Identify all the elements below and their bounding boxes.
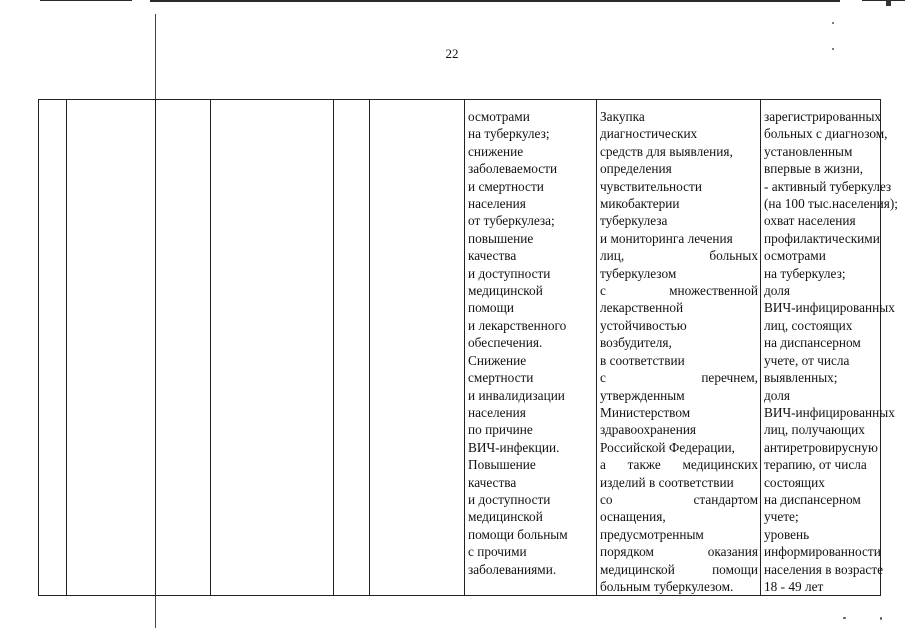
empty-cell (67, 100, 156, 596)
scan-speck (832, 48, 834, 50)
text-line: населения в возрасте (764, 561, 884, 577)
text-line: охват населения (764, 213, 856, 229)
text-line: больным туберкулезом. (600, 578, 734, 594)
empty-cell (211, 100, 334, 596)
text-line: снижение (468, 143, 524, 159)
text-line: - активный туберкулез (764, 178, 892, 194)
text-line: состоящих (764, 474, 825, 490)
scan-speck (843, 617, 846, 619)
text-line: 18 - 49 лет (764, 578, 824, 594)
text-line: медицинской помощи (600, 561, 758, 577)
empty-cell (39, 100, 67, 596)
text-line: устойчивостью (600, 317, 687, 333)
table-row (39, 100, 881, 596)
text-line: и мониторинга лечения (600, 230, 733, 246)
text-line: и лекарственного (468, 317, 567, 333)
text-line: туберкулезом (600, 265, 677, 281)
text-line: Закупка (600, 109, 645, 124)
text-line: на диспансерном (764, 491, 861, 507)
text-line: заболеваемости (468, 161, 558, 177)
text-line: уровень (764, 526, 810, 542)
empty-cell (334, 100, 370, 596)
text-line: качества (468, 474, 517, 490)
text-line: средств для выявления, (600, 143, 733, 159)
text-line: информированности (764, 544, 881, 560)
text-line: населения (468, 404, 526, 420)
text-line: ВИЧ-инфицированных (764, 404, 895, 420)
goals-cell (465, 100, 597, 596)
text-line: профилактическими (764, 230, 880, 246)
text-line: впервые в жизни, (764, 161, 864, 177)
text-line: изделий в соответствии (600, 474, 734, 490)
empty-cell (156, 100, 211, 596)
text-line: диагностических (600, 126, 698, 142)
text-line: порядком оказания (600, 544, 758, 560)
text-line: на туберкулез; (468, 126, 550, 142)
text-line: больных с диагнозом, (764, 126, 888, 142)
indicators-cell (761, 100, 899, 596)
text-line: антиретровирусную (764, 439, 878, 455)
text-line: качества (468, 248, 517, 264)
text-line: и доступности (468, 265, 551, 281)
text-line: от туберкулеза; (468, 213, 555, 229)
text-line: и доступности (468, 491, 551, 507)
scan-speck (832, 22, 834, 24)
text-line: Повышение (468, 457, 536, 473)
text-line: со стандартом (600, 491, 758, 507)
text-line: населения (468, 196, 526, 212)
text-line: учете; (764, 509, 799, 525)
text-line: смертности (468, 370, 534, 386)
text-line: осмотрами (468, 109, 530, 124)
text-line: осмотрами (764, 248, 826, 264)
text-line: лиц, получающих (764, 422, 865, 438)
top-rule-main (150, 0, 840, 2)
text-line: с прочими (468, 544, 527, 560)
corner-mark (886, 0, 891, 6)
text-line: помощи (468, 300, 514, 316)
text-line: зарегистрированных (764, 109, 882, 124)
text-line: с перечнем, (600, 370, 758, 386)
text-line: лекарственной (600, 300, 684, 316)
program-table (38, 99, 899, 596)
text-line: на туберкулез; (764, 265, 846, 281)
empty-cell (370, 100, 465, 596)
text-line: а также медицинских (600, 457, 758, 473)
text-line: на диспансерном (764, 335, 861, 351)
text-line: ВИЧ-инфицированных (764, 300, 895, 316)
text-line: обеспечения. (468, 335, 543, 351)
text-line: заболеваниями. (468, 561, 557, 577)
text-line: оснащения, (600, 509, 666, 525)
text-line: медицинской (468, 509, 543, 525)
text-line: лиц, больных (600, 248, 758, 264)
text-line: по причине (468, 422, 533, 438)
text-line: утвержденным (600, 387, 685, 403)
text-line: Российской Федерации, (600, 439, 735, 455)
text-line: в соответствии (600, 352, 685, 368)
text-line: туберкулеза (600, 213, 668, 229)
text-line: помощи больным (468, 526, 568, 542)
text-line: (на 100 тыс.населения); (764, 196, 899, 212)
text-line: Снижение (468, 352, 527, 368)
text-line: доля (764, 387, 790, 403)
text-line: микобактерии (600, 196, 680, 212)
text-line: здравоохранения (600, 422, 697, 438)
scan-speck (880, 617, 882, 620)
text-line: лиц, состоящих (764, 317, 853, 333)
text-line: учете, от числа (764, 352, 850, 368)
measures-cell (597, 100, 761, 596)
text-line: предусмотренным (600, 526, 704, 542)
text-line: чувствительности (600, 178, 702, 194)
text-line: ВИЧ-инфекции. (468, 439, 560, 455)
top-rule-right (862, 0, 905, 1)
text-line: доля (764, 283, 790, 299)
top-rule-left (40, 0, 132, 1)
text-line: терапию, от числа (764, 457, 867, 473)
text-line: с множественной (600, 283, 758, 299)
text-line: выявленных; (764, 370, 838, 386)
text-line: и инвалидизации (468, 387, 565, 403)
text-line: возбудителя, (600, 335, 672, 351)
page-number: 22 (445, 46, 459, 61)
text-line: определения (600, 161, 672, 177)
text-line: Министерством (600, 404, 691, 420)
text-line: установленным (764, 143, 853, 159)
text-line: повышение (468, 230, 534, 246)
text-line: медицинской (468, 283, 543, 299)
text-line: и смертности (468, 178, 544, 194)
